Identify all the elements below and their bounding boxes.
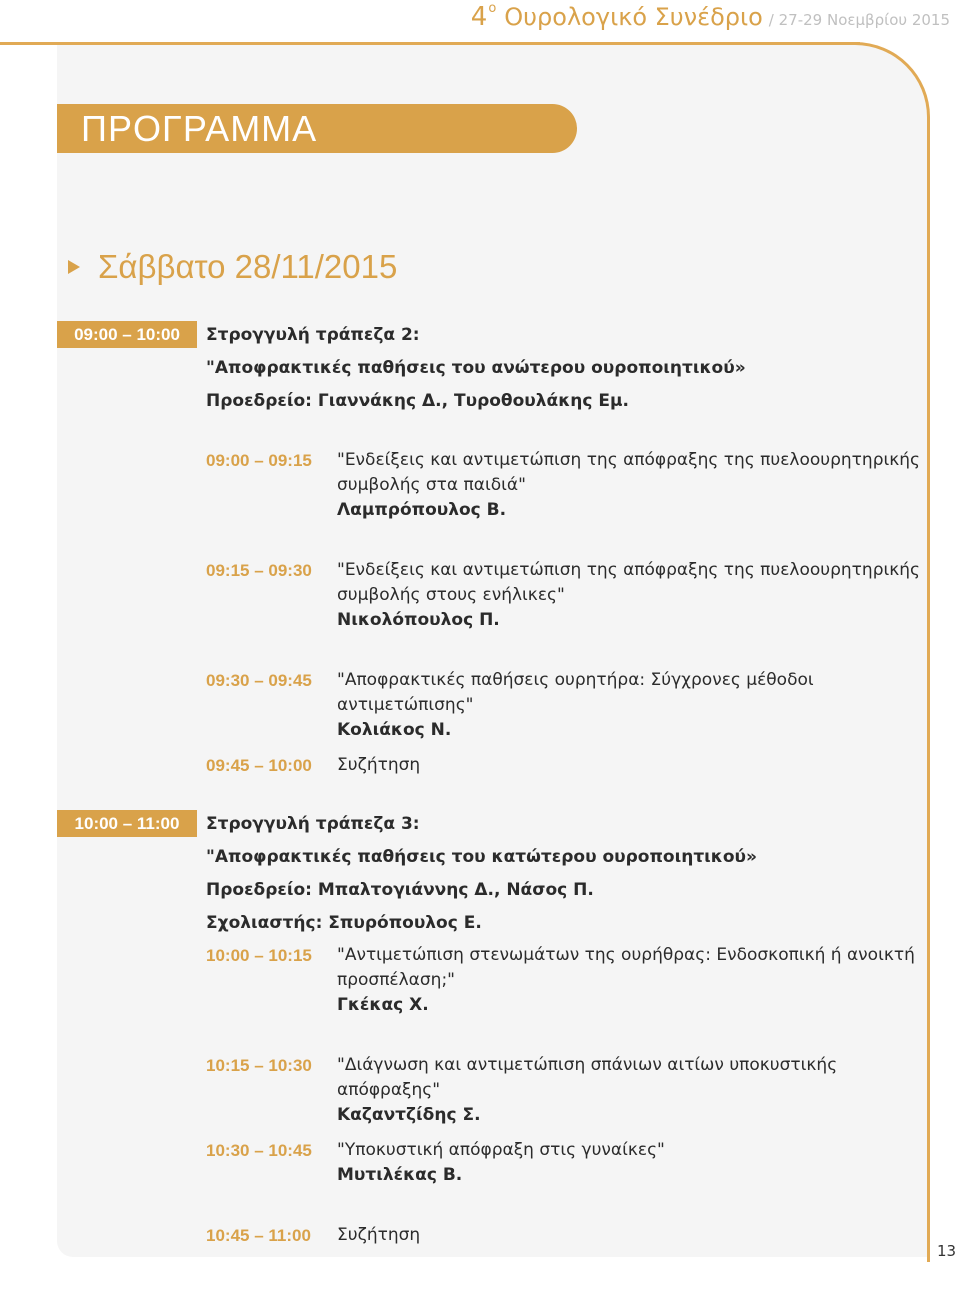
congress-number-superscript: ο: [488, 1, 497, 16]
talk-title-line: "Ενδείξεις και αντιμετώπιση της απόφραξης της πυελοουρητηρικής: [337, 560, 921, 580]
page-number: 13: [937, 1242, 957, 1260]
talk-title-line: "Διάγνωση και αντιμετώπιση σπάνιων αιτίων υποκυστικής απόφραξης": [337, 1055, 838, 1100]
talk-time: 10:15 – 10:30: [206, 1056, 312, 1075]
congress-title: Ουρολογικό Συνέδριο: [504, 3, 763, 31]
talk-title-line: συμβολής στους ενήλικες": [337, 585, 565, 605]
congress-dates: / 27-29 Νοεμβρίου 2015: [768, 11, 950, 29]
talk-time: 09:30 – 09:45: [206, 671, 312, 690]
talk-title-line: Συζήτηση: [337, 1225, 421, 1245]
talk-title-line: συμβολής στα παιδιά": [337, 475, 526, 495]
day-heading-text: Σάββατο 28/11/2015: [98, 248, 398, 285]
talk-title-line: προσπέλαση;": [337, 970, 455, 990]
talk-speaker: Λαμπρόπουλος Β.: [337, 500, 507, 520]
session-title: Στρογγυλή τράπεζα 3:: [206, 814, 420, 834]
talk-speaker: Κολιάκος Ν.: [337, 720, 452, 740]
talk-time: 10:00 – 10:15: [206, 946, 312, 965]
triangle-bullet-icon: [68, 260, 80, 274]
session-time-badge: 10:00 – 11:00: [57, 810, 197, 837]
talk-time: 09:00 – 09:15: [206, 451, 312, 470]
talk-time: 09:15 – 09:30: [206, 561, 312, 580]
session-time-badge: 09:00 – 10:00: [57, 321, 197, 348]
session-chairs: Προεδρείο: Γιαννάκης Δ., Τυροθουλάκης Εμ.: [206, 391, 629, 411]
talk-title-line: "Υποκυστική απόφραξη στις γυναίκες": [337, 1140, 665, 1160]
talk-title-line: "Ενδείξεις και αντιμετώπιση της απόφραξης της πυελοουρητηρικής: [337, 450, 921, 470]
page-header: [471, 0, 950, 36]
congress-number: 4: [470, 2, 488, 32]
talk-speaker: Γκέκας Χ.: [337, 995, 429, 1015]
day-heading: [68, 248, 397, 286]
session-commentator: Σχολιαστής: Σπυρόπουλος Ε.: [206, 913, 482, 933]
frame-top-line: [0, 42, 860, 45]
talk-title-line: "Αποφρακτικές παθήσεις ουρητήρα: Σύγχρονες μέθοδοι αντιμετώπισης": [337, 670, 814, 715]
session-subtitle: "Αποφρακτικές παθήσεις του ανώτερου ουροποιητικού»: [206, 358, 746, 378]
talk-speaker: Καζαντζίδης Σ.: [337, 1105, 481, 1125]
session-subtitle: "Αποφρακτικές παθήσεις του κατώτερου ουροποιητικού»: [206, 847, 758, 867]
session-chairs: Προεδρείο: Μπαλτογιάννης Δ., Νάσος Π.: [206, 880, 594, 900]
talk-title-line: "Αντιμετώπιση στενωμάτων της ουρήθρας: Ενδοσκοπική ή ανοικτή: [337, 945, 915, 965]
program-title: ΠΡΟΓΡΑΜΜΑ: [57, 104, 577, 153]
talk-speaker: Νικολόπουλος Π.: [337, 610, 500, 630]
session-title: Στρογγυλή τράπεζα 2:: [206, 325, 420, 345]
talk-time: 10:30 – 10:45: [206, 1141, 312, 1160]
talk-title-line: Συζήτηση: [337, 755, 421, 775]
talk-speaker: Μυτιλέκας Β.: [337, 1165, 463, 1185]
talk-time: 09:45 – 10:00: [206, 756, 312, 775]
talk-time: 10:45 – 11:00: [206, 1226, 311, 1245]
